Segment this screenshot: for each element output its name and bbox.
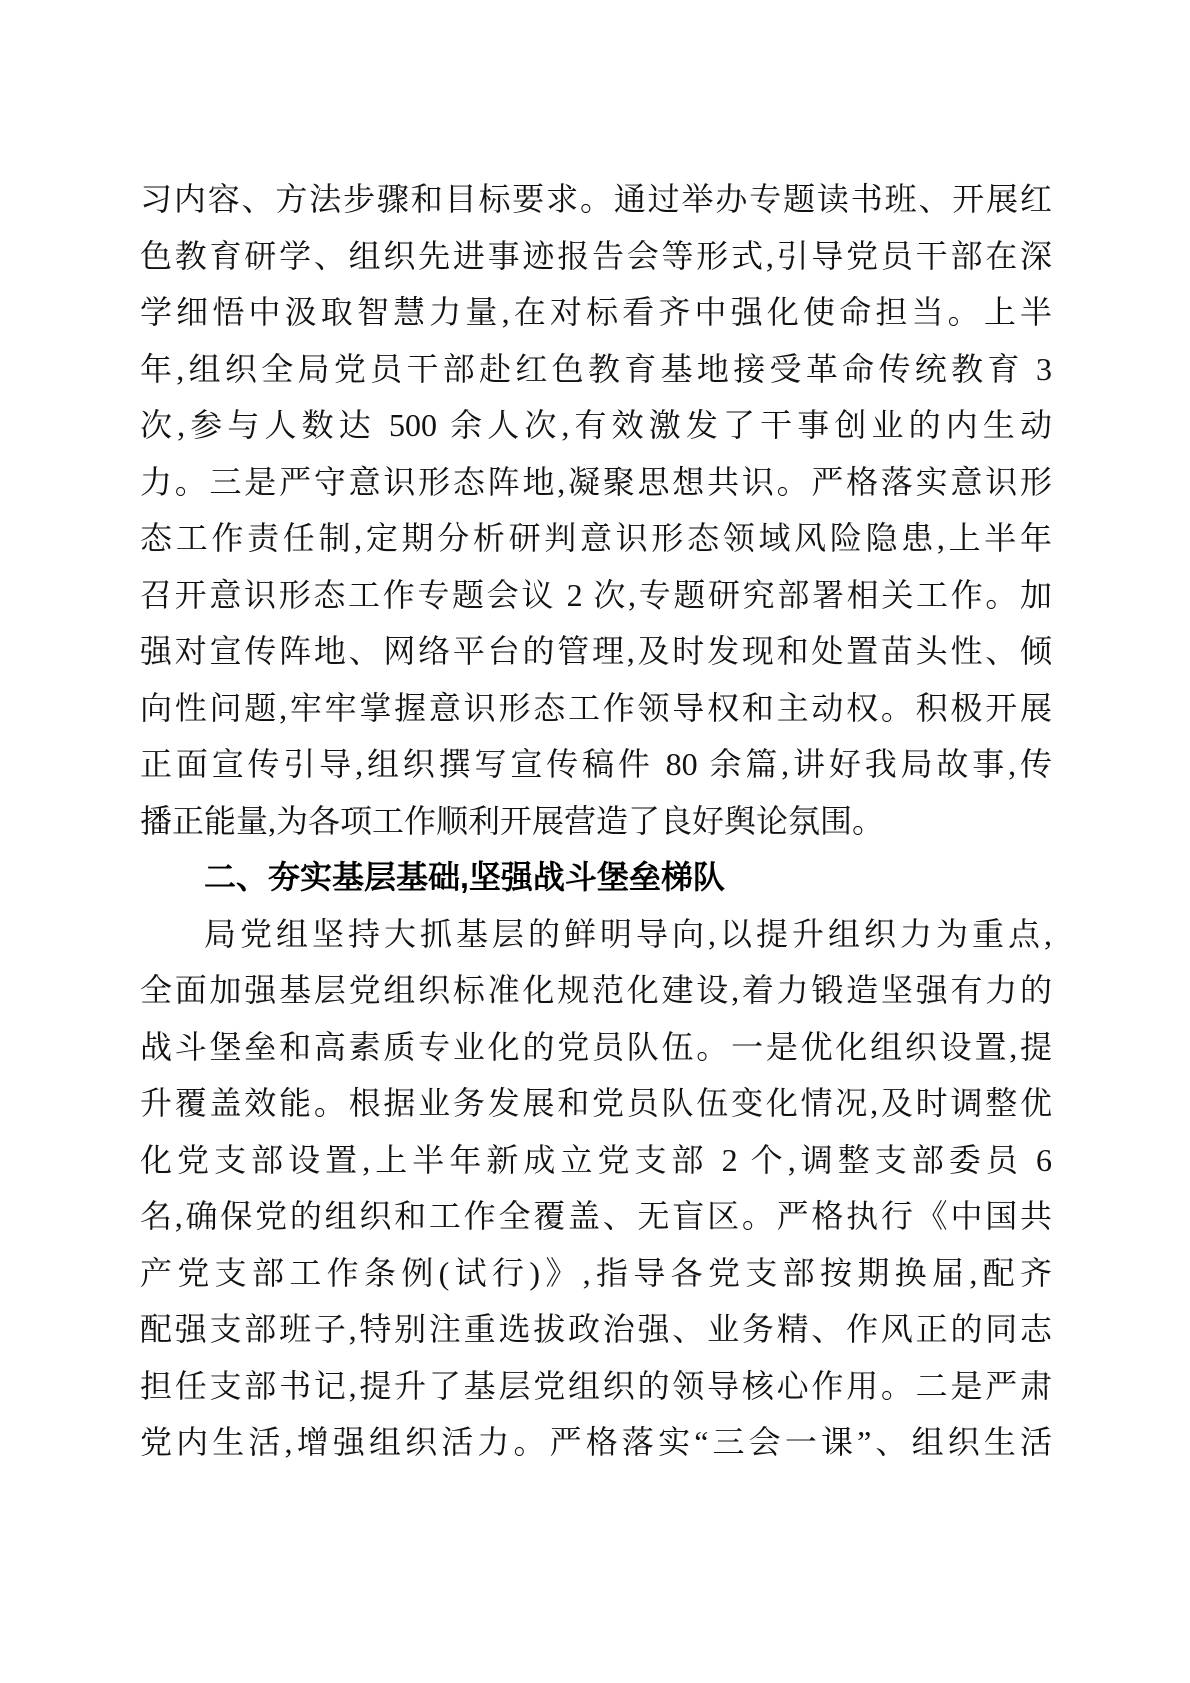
text-line: 战斗堡垒和高素质专业化的党员队伍。一是优化组织设置,提 [140,1028,1052,1065]
text-line: 化党支部设置,上半年新成立党支部 2 个,调整支部委员 6 [140,1141,1052,1178]
text-line: 配强支部班子,特别注重选拔政治强、业务精、作风正的同志 [140,1311,1052,1347]
text-line: 次,参与人数达 500 余人次,有效激发了干事创业的内生动 [140,407,1052,443]
document-text [140,171,1052,1471]
text-line: 态工作责任制,定期分析研判意识形态领域风险隐患,上半年 [140,520,1052,556]
text-line: 担任支部书记,提升了基层党组织的领导核心作用。二是严肃 [140,1367,1052,1404]
text-line: 力。三是严守意识形态阵地,凝聚思想共识。严格落实意识形 [140,463,1052,500]
text-line: 党内生活,增强组织活力。严格落实“三会一课”、组织生活 [140,1424,1052,1460]
text-line: 学细悟中汲取智慧力量,在对标看齐中强化使命担当。上半 [140,294,1052,330]
paragraph-continuation [140,171,1052,849]
text-line: 升覆盖效能。根据业务发展和党员队伍变化情况,及时调整优 [140,1085,1052,1121]
text-line: 色教育研学、组织先进事迹报告会等形式,引导党员干部在深 [140,237,1052,274]
text-line: 局党组坚持大抓基层的鲜明导向,以提升组织力为重点, [204,915,1052,952]
text-line: 强对宣传阵地、网络平台的管理,及时发现和处置苗头性、倾 [140,633,1052,669]
text-line: 产党支部工作条例(试行)》,指导各党支部按期换届,配齐 [140,1254,1052,1291]
text-line: 年,组织全局党员干部赴红色教育基地接受革命传统教育 3 [140,350,1052,387]
text-line: 名,确保党的组织和工作全覆盖、无盲区。严格执行《中国共 [140,1198,1052,1234]
text-line: 向性问题,牢牢掌握意识形态工作领导权和主动权。积极开展 [140,689,1052,726]
section-heading: 二、夯实基层基础,坚强战斗堡垒梯队 [204,859,725,895]
text-line: 正面宣传引导,组织撰写宣传稿件 80 余篇,讲好我局故事,传 [140,746,1052,782]
text-line: 习内容、方法步骤和目标要求。通过举办专题读书班、开展红 [140,181,1052,217]
paragraph [140,906,1052,1471]
text-line: 召开意识形态工作专题会议 2 次,专题研究部署相关工作。加 [140,576,1052,613]
text-line: 播正能量,为各项工作顺利开展营造了良好舆论氛围。 [140,802,885,839]
text-line: 全面加强基层党组织标准化规范化建设,着力锻造坚强有力的 [140,972,1052,1008]
